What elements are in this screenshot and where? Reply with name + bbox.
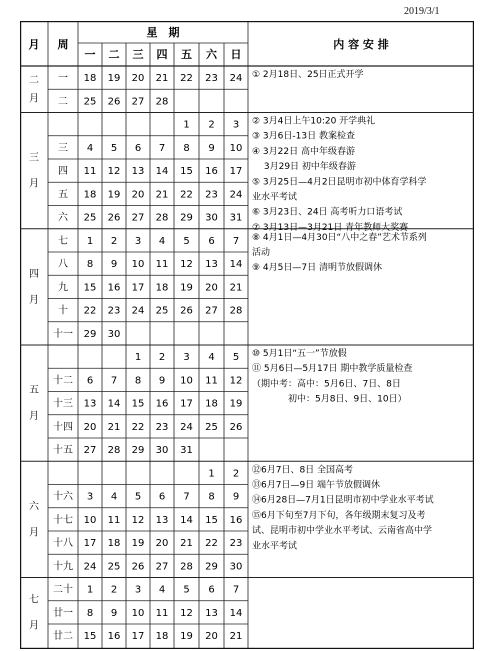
date-cell: 22 [131,421,145,433]
week-number: 一 [58,73,68,85]
date-cell: 14 [229,607,243,619]
date-cell: 17 [83,538,97,550]
schedule-entry: ① 2月18日、25日正式开学 [252,70,364,80]
date-cell: 23 [205,73,218,85]
week-number: 七 [58,235,68,247]
date-cell: 30 [155,445,169,457]
date-cell: 2 [110,584,118,596]
date-cell: 19 [107,73,121,85]
week-column [53,73,74,642]
date-cell: 26 [131,561,145,573]
date-cell: 25 [107,561,121,573]
date-cell: 21 [155,73,169,85]
date-cell: 30 [229,561,243,573]
date-cell: 4 [86,142,94,154]
date-cell: 2 [208,119,215,131]
date-cell: 23 [205,189,218,201]
date-cell: 20 [131,189,145,201]
date-cell: 17 [131,282,145,294]
date-cell: 14 [155,166,169,178]
week-number: 三 [58,142,68,154]
date-cell: 15 [180,166,193,178]
date-cell: 29 [83,328,97,340]
date-cell: 18 [205,398,218,410]
print-date: 2019/3/1 [404,6,440,17]
date-cell: 16 [107,282,121,294]
date-cell: 25 [205,421,218,433]
date-cell: 3 [86,491,94,503]
month-label: 五 [29,385,39,397]
month-label: 月 [29,294,39,306]
date-cell: 26 [180,305,193,317]
content-header: 内 容 安 排 [333,38,389,51]
date-cell: 14 [229,259,243,271]
weekday-header: 日 [230,48,242,61]
date-cell: 12 [180,607,193,619]
week-number: 廿一 [53,607,73,619]
date-cell: 3 [183,352,190,364]
weekday-header: 二 [108,48,120,61]
date-cell: 24 [229,189,243,201]
date-cell: 7 [183,491,190,503]
date-cell: 20 [83,421,97,433]
schedule-entry: ⑫6月7日、8日 全国高考 [252,465,354,476]
month-label: 六 [29,501,39,513]
date-cell: 9 [208,142,215,154]
date-cell: 17 [229,166,243,178]
month-column [29,75,40,631]
date-cell: 4 [110,491,118,503]
schedule-entry: ⑤ 3月25日—4月2日昆明市初中体育学科学 [252,177,427,188]
schedule-entry: 试、昆明市初中学业水平考试、云南省高中学 [252,526,433,537]
date-cell: 8 [183,142,190,154]
date-cell: 24 [131,305,145,317]
week-number: 五 [58,189,68,201]
date-cell: 13 [131,166,145,178]
date-cell: 12 [107,166,121,178]
date-cell: 4 [158,584,166,596]
date-cell: 20 [155,538,169,550]
schedule-entry: ⑮6月下旬至7月下旬，各年级期末复习及考 [252,510,426,521]
week-number: 九 [58,282,68,294]
month-label: 月 [29,620,39,632]
date-cell: 6 [86,375,94,387]
date-cell: 1 [134,352,142,364]
week-header: 周 [57,38,69,51]
date-cell: 26 [107,212,121,224]
date-cell: 13 [205,259,218,271]
date-cell: 9 [232,491,240,503]
date-cell: 22 [180,189,193,201]
schedule-entry: 初中：5月8日、9日、10日） [252,394,407,405]
date-cell: 15 [205,514,218,526]
date-cell: 2 [232,468,240,480]
date-cell: 13 [155,514,169,526]
content-column [252,68,434,551]
week-number: 十四 [53,421,73,433]
date-cell: 1 [86,584,94,596]
schedule-entry: ② 3月4日上午10:20 开学典礼 [252,116,376,127]
date-cell: 8 [134,375,142,387]
date-cell: 25 [83,212,97,224]
date-cell: 27 [205,305,218,317]
date-cell: 24 [229,73,243,85]
weekday-header: 五 [181,48,192,61]
date-cell: 22 [180,73,193,85]
calendar-cells [84,73,243,642]
date-cell: 23 [155,421,169,433]
week-number: 八 [58,259,68,271]
date-cell: 20 [131,73,145,85]
weekday-header: 六 [206,48,217,61]
date-cell: 29 [180,212,193,224]
date-cell: 12 [180,259,193,271]
date-cell: 11 [155,259,169,271]
date-cell: 10 [83,514,97,526]
date-cell: 12 [229,375,243,387]
date-cell: 18 [107,538,121,550]
week-number: 十 [58,305,68,317]
week-number: 四 [58,166,68,178]
date-cell: 22 [205,538,218,550]
schedule-table [20,21,474,649]
date-cell: 21 [180,538,193,550]
date-cell: 27 [83,445,97,457]
date-cell: 14 [180,514,193,526]
date-cell: 16 [229,514,243,526]
date-cell: 24 [180,421,193,433]
date-cell: 18 [155,631,169,643]
date-cell: 16 [107,631,121,643]
schedule-entry: ⑦ 3月13日—3月21日 青年教师大奖赛 [252,222,409,233]
date-cell: 10 [131,259,145,271]
date-cell: 5 [183,584,190,596]
date-cell: 6 [158,491,166,503]
date-cell: 10 [229,142,243,154]
date-cell: 23 [229,538,243,550]
date-cell: 16 [155,398,169,410]
date-cell: 13 [83,398,97,410]
schedule-entry: ⑥ 3月23日、24日 高考听力口语考试 [252,207,403,218]
week-number: 十二 [53,375,73,387]
month-label: 二 [29,74,39,86]
date-cell: 18 [83,189,97,201]
date-cell: 19 [131,538,145,550]
date-cell: 31 [229,212,243,224]
date-cell: 21 [229,282,243,294]
date-cell: 31 [180,445,193,457]
week-number: 十五 [53,445,73,457]
week-number: 十七 [53,514,73,526]
schedule-entry: 3月29日 初中年级春游 [252,162,356,173]
weekday-group-header: 星 期 [146,26,180,39]
date-cell: 10 [180,375,193,387]
date-cell: 28 [155,96,169,108]
date-cell: 28 [229,305,243,317]
date-cell: 19 [229,398,243,410]
date-cell: 4 [158,235,166,247]
date-cell: 8 [86,259,94,271]
month-label: 月 [29,527,39,539]
schedule-entry: ⑭6月28日—7月1日昆明市初中学业水平考试 [252,495,434,506]
date-cell: 17 [131,631,145,643]
month-label: 四 [29,268,39,280]
date-cell: 18 [155,282,169,294]
date-cell: 9 [110,607,118,619]
month-label: 月 [29,178,39,190]
date-cell: 27 [155,561,169,573]
date-cell: 23 [107,305,121,317]
date-cell: 21 [155,189,169,201]
date-cell: 19 [180,631,193,643]
weekday-header: 四 [156,48,168,61]
date-cell: 2 [158,352,166,364]
date-cell: 28 [180,561,193,573]
date-cell: 1 [208,468,215,480]
date-cell: 21 [107,421,121,433]
date-cell: 5 [232,352,240,364]
date-cell: 25 [83,96,97,108]
date-cell: 20 [205,631,218,643]
date-cell: 22 [83,305,97,317]
month-label: 月 [29,411,39,423]
date-cell: 19 [107,189,121,201]
date-cell: 15 [83,282,97,294]
date-cell: 1 [86,235,94,247]
date-cell: 28 [107,445,121,457]
date-cell: 30 [107,328,121,340]
schedule-entry: ④ 3月22日 高中年级春游 [252,146,355,157]
month-label: 七 [29,594,39,606]
schedule-entry: ⑧ 4月1日—4月30日“八中之春”艺术节系列 [252,232,427,243]
date-cell: 10 [131,607,145,619]
week-number: 十八 [53,538,73,550]
date-cell: 17 [180,398,193,410]
date-cell: 16 [205,166,218,178]
date-cell: 11 [205,375,218,387]
date-cell: 27 [131,212,145,224]
week-number: 二 [58,96,68,108]
schedule-entry: 业水平考试 [252,192,298,203]
date-cell: 3 [134,584,142,596]
date-cell: 1 [183,119,190,131]
date-cell: 5 [134,491,142,503]
date-cell: 3 [134,235,142,247]
schedule-entry: ③ 3月6日-13日 教案检查 [252,131,355,142]
date-cell: 6 [134,142,142,154]
week-number: 廿二 [53,631,73,643]
schedule-entry: （期中考：高中：5月6日、7日、8日 [252,379,401,390]
date-cell: 4 [208,352,215,364]
date-cell: 2 [110,235,118,247]
weekday-header: 一 [84,48,96,61]
month-label: 三 [29,152,39,164]
date-cell: 7 [110,375,118,387]
date-cell: 14 [107,398,121,410]
date-cell: 7 [232,235,240,247]
week-number: 十九 [53,561,73,573]
schedule-entry: ⑬6月7日—9日 端午节放假调休 [252,480,381,491]
date-cell: 3 [232,119,240,131]
date-cell: 20 [205,282,218,294]
date-cell: 6 [208,584,215,596]
weekday-header: 三 [132,48,144,61]
date-cell: 26 [107,96,121,108]
date-cell: 12 [131,514,145,526]
date-cell: 29 [205,561,218,573]
week-number: 十一 [53,328,73,340]
week-number: 十六 [53,491,73,503]
schedule-entry: ⑨ 4月5日—7日 清明节放假调休 [252,263,382,274]
date-cell: 5 [183,235,190,247]
date-cell: 7 [158,142,166,154]
date-cell: 27 [131,96,145,108]
week-number: 六 [58,212,68,224]
date-cell: 5 [110,142,118,154]
month-header: 月 [28,38,40,51]
date-cell: 25 [155,305,169,317]
schedule-entry: 业水平考试 [252,541,298,552]
date-cell: 30 [205,212,218,224]
date-cell: 18 [83,73,97,85]
date-cell: 11 [107,514,121,526]
week-number: 二十 [53,584,73,596]
date-cell: 9 [110,259,118,271]
date-cell: 8 [86,607,94,619]
week-number: 十三 [53,398,73,410]
date-cell: 8 [208,491,215,503]
schedule-entry: ⑩ 5月1日“五一”节放假 [252,349,347,359]
schedule-entry: ⑪ 5月6日—5月17日 期中教学质量检查 [252,364,413,375]
date-cell: 21 [229,631,243,643]
date-cell: 15 [131,398,145,410]
date-cell: 6 [208,235,215,247]
month-label: 月 [29,93,39,105]
date-cell: 15 [83,631,97,643]
date-cell: 26 [229,421,243,433]
date-cell: 11 [155,607,169,619]
date-cell: 28 [155,212,169,224]
schedule-entry: 活动 [252,247,271,258]
date-cell: 24 [83,561,97,573]
date-cell: 29 [131,445,145,457]
date-cell: 13 [205,607,218,619]
date-cell: 9 [158,375,166,387]
date-cell: 7 [232,584,240,596]
date-cell: 11 [83,166,97,178]
date-cell: 19 [180,282,193,294]
